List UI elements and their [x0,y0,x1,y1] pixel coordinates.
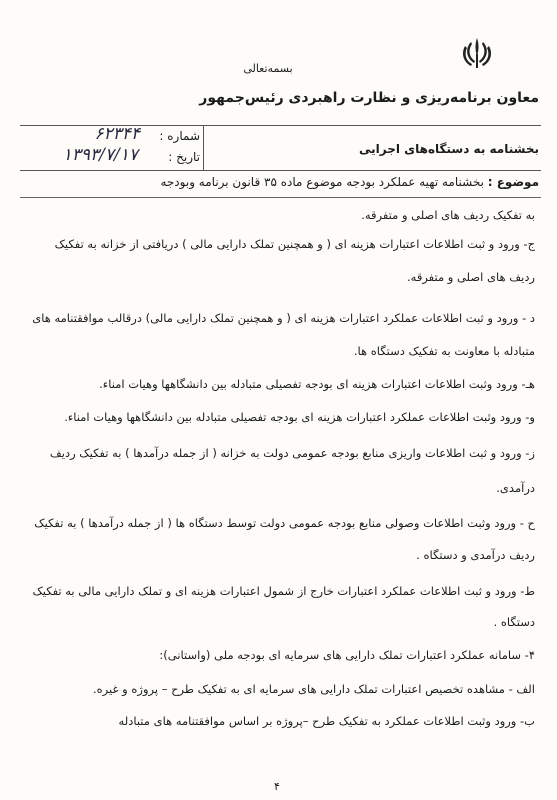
body-line: ح - ورود وثبت اطلاعات وصولی منابع بودجه عمومی دولت توسط دستگاه ها ( از جمله درآمدها ) به تفکیک [34,516,535,530]
emblem-icon [459,36,495,70]
organization-title: معاون برنامه‌ریزی و نظارت راهبردی رئیس‌جمهور [199,90,539,106]
basmala: بسمه‌تعالی [243,62,293,75]
body-line: ب- ورود وثبت اطلاعات عملکرد به تفکیک طرح –پروژه بر اساس موافقتنامه های متبادله [118,714,535,728]
body-line: الف - مشاهده تخصیص اعتبارات تملک دارایی های سرمایه ای به تفکیک طرح – پروژه و غیره. [92,682,535,696]
body-line: ج- ورود و ثبت اطلاعات اعتبارات هزینه ای ( و همچنین تملک دارایی مالی ) دریافتی از خزانه به تفکیک [54,237,535,251]
body-line: ۴- سامانه عملکرد اعتبارات تملک دارایی های سرمایه ای بودجه ملی (واستانی): [159,648,535,662]
addressee: بخشنامه به دستگاه‌های اجرایی [358,142,539,156]
body-line: و- ورود وثبت اطلاعات عملکرد اعتبارات هزینه ای بودجه تفصیلی متبادله بین دانشگاهها وهیات امناء. [64,410,535,424]
body-line: ط- ورود و ثبت اطلاعات عملکرد اعتبارات خارج از شمول اعتبارات هزینه ای و تملک دارایی مالی به تفکیک [32,584,535,598]
subject-text: بخشنامه تهیه عملکرد بودجه موضوع ماده ۳۵ قانون برنامه وبودجه [160,175,484,189]
body-line: درآمدی. [496,481,535,495]
subject-label: موضوع : [487,175,539,189]
body-line: د - ورود و ثبت اطلاعات عملکرد اعتبارات هزینه ای ( و همچنین تملک دارایی مالی) درقالب موافقتنامه های [32,311,535,325]
number-value: ۶۲۳۴۴ [94,124,140,144]
number-label: شماره : [159,129,200,143]
body-line: ردیف درآمدی و دستگاه . [416,548,535,562]
date-value: ۱۳۹۳/۷/۱۷ [62,145,138,165]
body-line: متبادله با معاونت به تفکیک دستگاه ها. [353,344,535,358]
date-label: تاریخ : [168,150,200,164]
body-line: هـ- ورود وثبت اطلاعات اعتبارات هزینه ای بودجه تفصیلی متبادله بین دانشگاهها وهیات امناء. [99,377,535,391]
header-divider-vertical [203,125,204,170]
body-line: دستگاه . [493,615,535,629]
subject-divider [20,197,541,198]
body-line: ردیف های اصلی و متفرقه. [407,270,535,284]
body-line: به تفکیک ردیف های اصلی و متفرقه. [361,208,535,222]
page-number: ۴ [274,780,280,793]
body-line: ز- ورود و ثبت اطلاعات واریزی منابع بودجه عمومی دولت به خزانه ( از جمله درآمدها ) به تفکیک ردیف [49,446,535,460]
header-divider-middle [20,170,541,171]
subject-line [39,175,539,189]
